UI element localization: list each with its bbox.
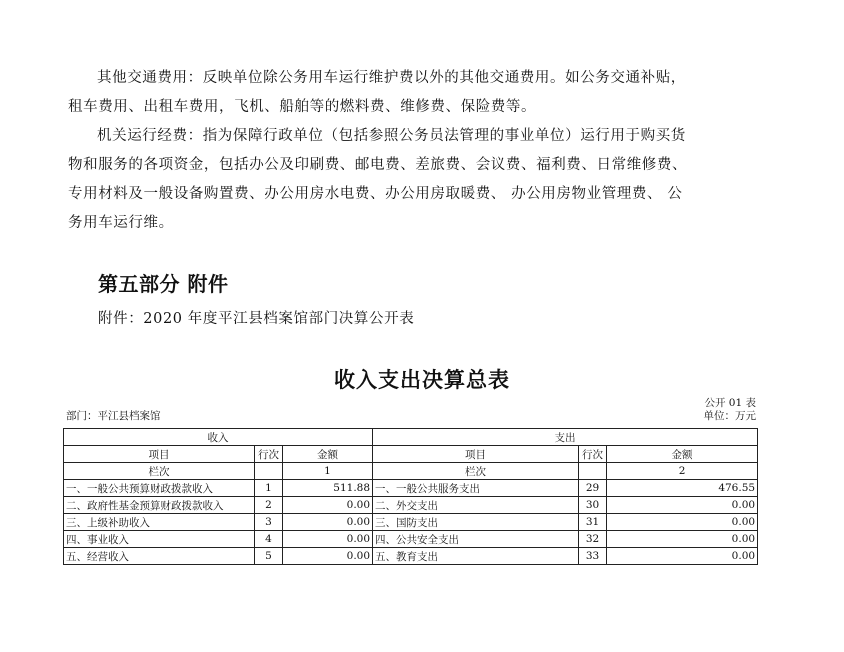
expense-line: 33 <box>579 548 607 565</box>
paragraph-line: 务用车运行维。 <box>68 215 174 231</box>
income-line: 3 <box>255 514 283 531</box>
table-title: 收入支出决算总表 <box>334 368 510 392</box>
income-item: 四、事业收入 <box>64 531 255 548</box>
income-line: 4 <box>255 531 283 548</box>
income-item: 一、一般公共预算财政拨款收入 <box>64 480 255 497</box>
paragraph-line: 机关运行经费：指为保障行政单位（包括参照公务员法管理的事业单位）运行用于购买货 <box>97 128 686 144</box>
paragraph-other-transport <box>68 64 768 122</box>
expense-item: 五、教育支出 <box>373 548 579 565</box>
table-row <box>64 497 758 514</box>
expense-amount: 0.00 <box>607 497 758 514</box>
income-amount: 0.00 <box>283 531 373 548</box>
expense-item: 二、外交支出 <box>373 497 579 514</box>
expense-item: 四、公共安全支出 <box>373 531 579 548</box>
unit-label: 单位：万元 <box>703 410 756 422</box>
income-line: 2 <box>255 497 283 514</box>
income-item: 三、上级补助收入 <box>64 514 255 531</box>
table-row <box>64 548 758 565</box>
index-blank-exp <box>579 463 607 480</box>
col-line-header-exp: 行次 <box>579 446 607 463</box>
expense-item: 一、一般公共服务支出 <box>373 480 579 497</box>
income-amount: 0.00 <box>283 497 373 514</box>
index-expense: 2 <box>607 463 758 480</box>
income-expense-table <box>63 428 758 565</box>
section-title: 第五部分 附件 <box>98 272 229 296</box>
expense-amount: 0.00 <box>607 548 758 565</box>
income-item: 二、政府性基金预算财政拨款收入 <box>64 497 255 514</box>
income-item: 五、经营收入 <box>64 548 255 565</box>
index-income: 1 <box>283 463 373 480</box>
paragraph-line: 物和服务的各项资金，包括办公及印刷费、邮电费、差旅费、会议费、福利费、日常维修费、 <box>68 157 688 173</box>
col-amount-header: 金额 <box>283 446 373 463</box>
income-amount: 0.00 <box>283 514 373 531</box>
index-blank <box>255 463 283 480</box>
table-column-header-row <box>64 446 758 463</box>
expense-line: 32 <box>579 531 607 548</box>
table-index-row <box>64 463 758 480</box>
paragraph-line: 其他交通费用：反映单位除公务用车运行维护费以外的其他交通费用。如公务交通补贴， <box>97 70 686 86</box>
department-label: 部门：平江县档案馆 <box>66 410 161 422</box>
paragraph-line: 专用材料及一般设备购置费、办公用房水电费、办公用房取暖费、 办公用房物业管理费、 公 <box>68 186 683 202</box>
col-line-header: 行次 <box>255 446 283 463</box>
table-row <box>64 514 758 531</box>
table-row <box>64 531 758 548</box>
index-label-exp: 栏次 <box>373 463 579 480</box>
col-amount-header-exp: 金额 <box>607 446 758 463</box>
index-label: 栏次 <box>64 463 255 480</box>
paragraph-line: 租车费用、出租车费用，飞机、船舶等的燃料费、维修费、保险费等。 <box>68 99 537 115</box>
income-line: 5 <box>255 548 283 565</box>
table-row <box>64 480 758 497</box>
expense-line: 30 <box>579 497 607 514</box>
col-item-header: 项目 <box>64 446 255 463</box>
table-group-header-row <box>64 429 758 446</box>
expense-amount: 476.55 <box>607 480 758 497</box>
col-item-header-exp: 项目 <box>373 446 579 463</box>
expense-amount: 0.00 <box>607 531 758 548</box>
income-amount: 0.00 <box>283 548 373 565</box>
form-code: 公开 01 表 <box>704 397 756 409</box>
expense-header: 支出 <box>373 429 758 446</box>
expense-item: 三、国防支出 <box>373 514 579 531</box>
income-line: 1 <box>255 480 283 497</box>
expense-line: 31 <box>579 514 607 531</box>
paragraph-operating-expenses <box>68 122 768 238</box>
income-header: 收入 <box>64 429 373 446</box>
attachment-line: 附件：2020 年度平江县档案馆部门决算公开表 <box>98 311 415 327</box>
expense-line: 29 <box>579 480 607 497</box>
expense-amount: 0.00 <box>607 514 758 531</box>
income-amount: 511.88 <box>283 480 373 497</box>
